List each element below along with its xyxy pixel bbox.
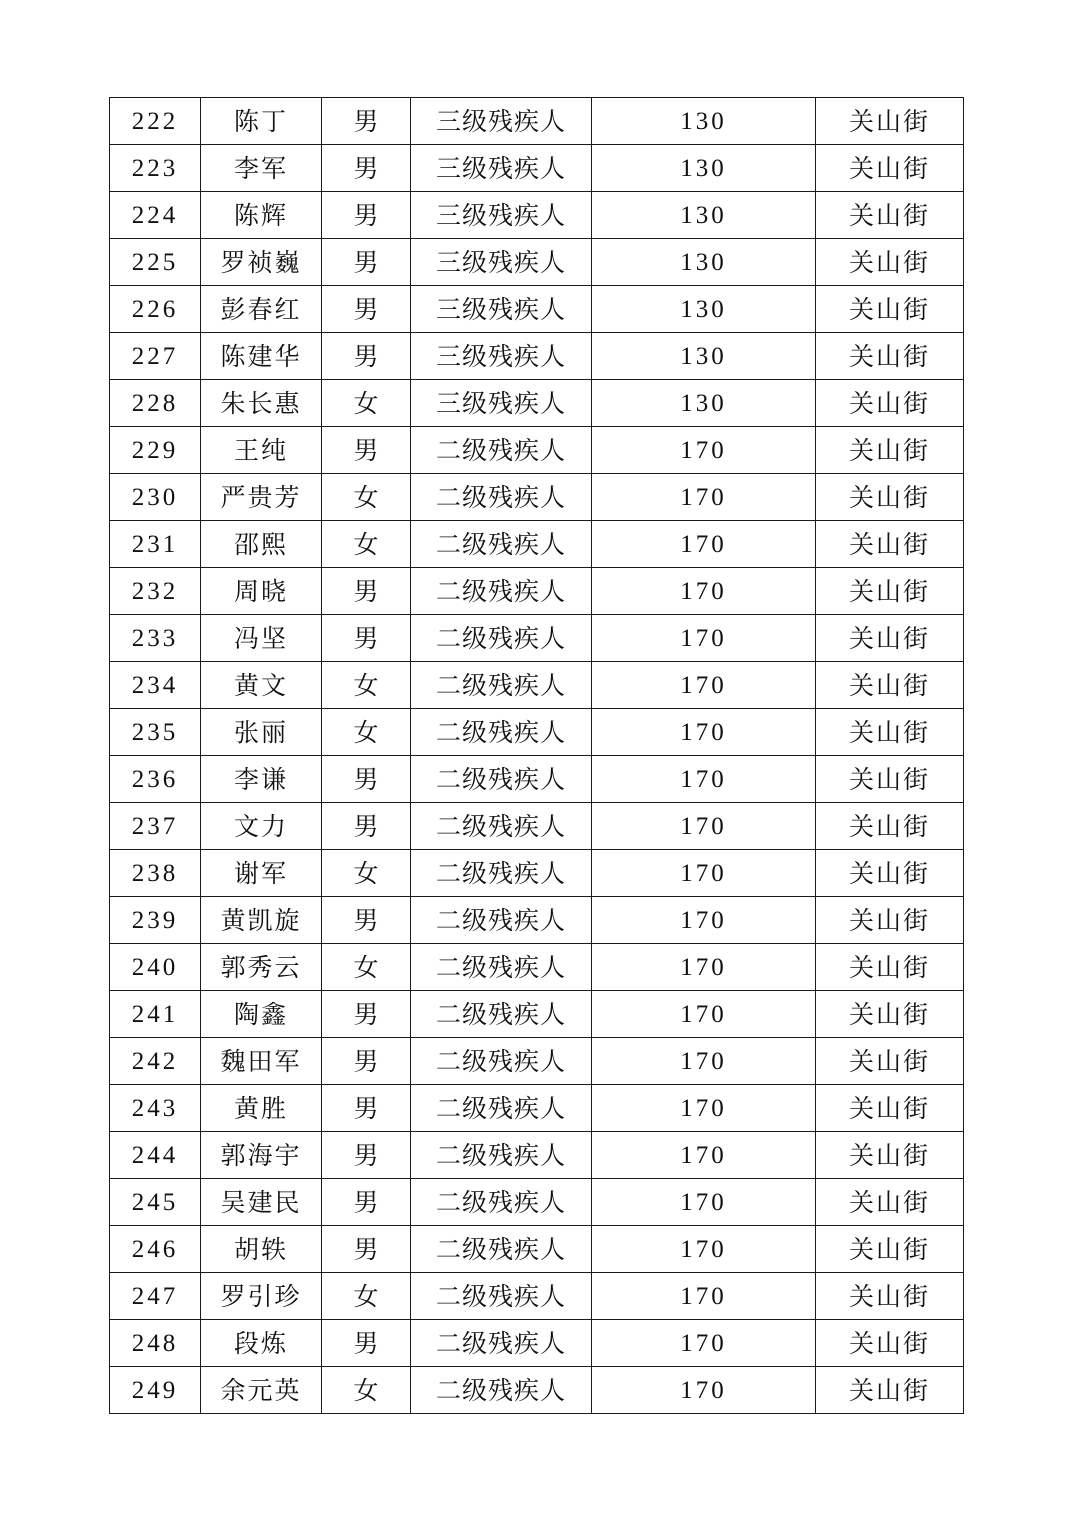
table-row xyxy=(110,239,964,286)
row-number-cell: 242 xyxy=(110,1038,201,1085)
amount-cell: 130 xyxy=(592,333,816,380)
amount-cell: 170 xyxy=(592,1132,816,1179)
disability-level-cell: 二级残疾人 xyxy=(411,803,592,850)
street-cell: 关山街 xyxy=(816,803,964,850)
table-row xyxy=(110,756,964,803)
gender-cell: 女 xyxy=(322,662,411,709)
gender-cell: 男 xyxy=(322,239,411,286)
street-cell: 关山街 xyxy=(816,897,964,944)
recipient-table xyxy=(109,97,964,1414)
row-number-cell: 233 xyxy=(110,615,201,662)
amount-cell: 130 xyxy=(592,286,816,333)
disability-level-cell: 二级残疾人 xyxy=(411,850,592,897)
street-cell: 关山街 xyxy=(816,944,964,991)
amount-cell: 170 xyxy=(592,897,816,944)
disability-level-cell: 三级残疾人 xyxy=(411,145,592,192)
name-cell: 严贵芳 xyxy=(201,474,322,521)
street-cell: 关山街 xyxy=(816,568,964,615)
name-cell: 谢军 xyxy=(201,850,322,897)
table-row xyxy=(110,521,964,568)
name-cell: 黄胜 xyxy=(201,1085,322,1132)
gender-cell: 男 xyxy=(322,98,411,145)
amount-cell: 130 xyxy=(592,239,816,286)
name-cell: 陈建华 xyxy=(201,333,322,380)
disability-level-cell: 二级残疾人 xyxy=(411,897,592,944)
amount-cell: 130 xyxy=(592,145,816,192)
name-cell: 冯坚 xyxy=(201,615,322,662)
amount-cell: 170 xyxy=(592,803,816,850)
row-number-cell: 224 xyxy=(110,192,201,239)
disability-level-cell: 三级残疾人 xyxy=(411,98,592,145)
row-number-cell: 236 xyxy=(110,756,201,803)
name-cell: 文力 xyxy=(201,803,322,850)
disability-level-cell: 二级残疾人 xyxy=(411,1038,592,1085)
gender-cell: 男 xyxy=(322,1038,411,1085)
disability-level-cell: 二级残疾人 xyxy=(411,1085,592,1132)
disability-level-cell: 二级残疾人 xyxy=(411,944,592,991)
row-number-cell: 226 xyxy=(110,286,201,333)
gender-cell: 男 xyxy=(322,756,411,803)
amount-cell: 170 xyxy=(592,1038,816,1085)
table-row xyxy=(110,662,964,709)
name-cell: 李谦 xyxy=(201,756,322,803)
street-cell: 关山街 xyxy=(816,1226,964,1273)
row-number-cell: 225 xyxy=(110,239,201,286)
amount-cell: 170 xyxy=(592,662,816,709)
disability-level-cell: 二级残疾人 xyxy=(411,1367,592,1414)
gender-cell: 男 xyxy=(322,145,411,192)
name-cell: 魏田军 xyxy=(201,1038,322,1085)
row-number-cell: 248 xyxy=(110,1320,201,1367)
disability-level-cell: 三级残疾人 xyxy=(411,333,592,380)
disability-level-cell: 三级残疾人 xyxy=(411,239,592,286)
gender-cell: 女 xyxy=(322,709,411,756)
amount-cell: 170 xyxy=(592,521,816,568)
table-row xyxy=(110,991,964,1038)
table-row xyxy=(110,615,964,662)
table-row xyxy=(110,380,964,427)
name-cell: 段炼 xyxy=(201,1320,322,1367)
disability-level-cell: 二级残疾人 xyxy=(411,662,592,709)
disability-level-cell: 二级残疾人 xyxy=(411,1320,592,1367)
row-number-cell: 247 xyxy=(110,1273,201,1320)
row-number-cell: 227 xyxy=(110,333,201,380)
disability-level-cell: 三级残疾人 xyxy=(411,192,592,239)
table-row xyxy=(110,1226,964,1273)
amount-cell: 170 xyxy=(592,709,816,756)
gender-cell: 女 xyxy=(322,521,411,568)
name-cell: 陶鑫 xyxy=(201,991,322,1038)
street-cell: 关山街 xyxy=(816,850,964,897)
table-row xyxy=(110,1367,964,1414)
disability-level-cell: 二级残疾人 xyxy=(411,756,592,803)
street-cell: 关山街 xyxy=(816,380,964,427)
street-cell: 关山街 xyxy=(816,1320,964,1367)
name-cell: 彭春红 xyxy=(201,286,322,333)
table-row xyxy=(110,192,964,239)
amount-cell: 170 xyxy=(592,568,816,615)
street-cell: 关山街 xyxy=(816,98,964,145)
amount-cell: 170 xyxy=(592,427,816,474)
row-number-cell: 223 xyxy=(110,145,201,192)
name-cell: 李军 xyxy=(201,145,322,192)
row-number-cell: 245 xyxy=(110,1179,201,1226)
row-number-cell: 237 xyxy=(110,803,201,850)
gender-cell: 男 xyxy=(322,333,411,380)
amount-cell: 130 xyxy=(592,98,816,145)
disability-level-cell: 二级残疾人 xyxy=(411,1226,592,1273)
gender-cell: 男 xyxy=(322,192,411,239)
street-cell: 关山街 xyxy=(816,145,964,192)
row-number-cell: 234 xyxy=(110,662,201,709)
amount-cell: 170 xyxy=(592,1320,816,1367)
table-row xyxy=(110,1038,964,1085)
street-cell: 关山街 xyxy=(816,474,964,521)
disability-level-cell: 三级残疾人 xyxy=(411,380,592,427)
amount-cell: 170 xyxy=(592,1085,816,1132)
gender-cell: 男 xyxy=(322,286,411,333)
street-cell: 关山街 xyxy=(816,1132,964,1179)
street-cell: 关山街 xyxy=(816,991,964,1038)
street-cell: 关山街 xyxy=(816,1273,964,1320)
disability-level-cell: 二级残疾人 xyxy=(411,427,592,474)
name-cell: 罗引珍 xyxy=(201,1273,322,1320)
gender-cell: 女 xyxy=(322,944,411,991)
table-body xyxy=(110,98,964,1414)
amount-cell: 170 xyxy=(592,615,816,662)
name-cell: 余元英 xyxy=(201,1367,322,1414)
name-cell: 陈辉 xyxy=(201,192,322,239)
table-row xyxy=(110,145,964,192)
name-cell: 朱长惠 xyxy=(201,380,322,427)
table-row xyxy=(110,568,964,615)
disability-level-cell: 二级残疾人 xyxy=(411,521,592,568)
street-cell: 关山街 xyxy=(816,756,964,803)
gender-cell: 女 xyxy=(322,380,411,427)
gender-cell: 女 xyxy=(322,474,411,521)
table-row xyxy=(110,1132,964,1179)
gender-cell: 女 xyxy=(322,850,411,897)
name-cell: 王纯 xyxy=(201,427,322,474)
table-row xyxy=(110,1179,964,1226)
gender-cell: 女 xyxy=(322,1367,411,1414)
name-cell: 陈丁 xyxy=(201,98,322,145)
table-row xyxy=(110,1320,964,1367)
amount-cell: 170 xyxy=(592,1273,816,1320)
street-cell: 关山街 xyxy=(816,615,964,662)
street-cell: 关山街 xyxy=(816,333,964,380)
row-number-cell: 235 xyxy=(110,709,201,756)
amount-cell: 170 xyxy=(592,756,816,803)
table-row xyxy=(110,474,964,521)
amount-cell: 170 xyxy=(592,1179,816,1226)
disability-level-cell: 二级残疾人 xyxy=(411,568,592,615)
row-number-cell: 249 xyxy=(110,1367,201,1414)
gender-cell: 男 xyxy=(322,615,411,662)
name-cell: 郭秀云 xyxy=(201,944,322,991)
disability-level-cell: 二级残疾人 xyxy=(411,1132,592,1179)
table-row xyxy=(110,850,964,897)
table-row xyxy=(110,427,964,474)
gender-cell: 男 xyxy=(322,1179,411,1226)
table-row xyxy=(110,1273,964,1320)
gender-cell: 男 xyxy=(322,1132,411,1179)
amount-cell: 170 xyxy=(592,1226,816,1273)
gender-cell: 男 xyxy=(322,1320,411,1367)
table-row xyxy=(110,98,964,145)
disability-level-cell: 二级残疾人 xyxy=(411,615,592,662)
row-number-cell: 232 xyxy=(110,568,201,615)
disability-level-cell: 三级残疾人 xyxy=(411,286,592,333)
name-cell: 黄文 xyxy=(201,662,322,709)
gender-cell: 男 xyxy=(322,568,411,615)
gender-cell: 女 xyxy=(322,1273,411,1320)
name-cell: 罗祯巍 xyxy=(201,239,322,286)
street-cell: 关山街 xyxy=(816,662,964,709)
amount-cell: 170 xyxy=(592,991,816,1038)
row-number-cell: 222 xyxy=(110,98,201,145)
amount-cell: 130 xyxy=(592,380,816,427)
disability-level-cell: 二级残疾人 xyxy=(411,1273,592,1320)
gender-cell: 男 xyxy=(322,897,411,944)
street-cell: 关山街 xyxy=(816,1085,964,1132)
disability-level-cell: 二级残疾人 xyxy=(411,991,592,1038)
disability-level-cell: 二级残疾人 xyxy=(411,709,592,756)
disability-level-cell: 二级残疾人 xyxy=(411,1179,592,1226)
street-cell: 关山街 xyxy=(816,1367,964,1414)
gender-cell: 男 xyxy=(322,1226,411,1273)
gender-cell: 男 xyxy=(322,1085,411,1132)
street-cell: 关山街 xyxy=(816,521,964,568)
disability-level-cell: 二级残疾人 xyxy=(411,474,592,521)
name-cell: 黄凯旋 xyxy=(201,897,322,944)
amount-cell: 170 xyxy=(592,850,816,897)
amount-cell: 130 xyxy=(592,192,816,239)
amount-cell: 170 xyxy=(592,1367,816,1414)
row-number-cell: 244 xyxy=(110,1132,201,1179)
row-number-cell: 238 xyxy=(110,850,201,897)
street-cell: 关山街 xyxy=(816,286,964,333)
amount-cell: 170 xyxy=(592,944,816,991)
gender-cell: 男 xyxy=(322,427,411,474)
row-number-cell: 241 xyxy=(110,991,201,1038)
table-row xyxy=(110,803,964,850)
street-cell: 关山街 xyxy=(816,1038,964,1085)
table-row xyxy=(110,897,964,944)
row-number-cell: 240 xyxy=(110,944,201,991)
street-cell: 关山街 xyxy=(816,239,964,286)
table-row xyxy=(110,286,964,333)
row-number-cell: 243 xyxy=(110,1085,201,1132)
name-cell: 周晓 xyxy=(201,568,322,615)
street-cell: 关山街 xyxy=(816,709,964,756)
row-number-cell: 239 xyxy=(110,897,201,944)
row-number-cell: 228 xyxy=(110,380,201,427)
street-cell: 关山街 xyxy=(816,427,964,474)
table-row xyxy=(110,944,964,991)
row-number-cell: 246 xyxy=(110,1226,201,1273)
name-cell: 邵熙 xyxy=(201,521,322,568)
name-cell: 张丽 xyxy=(201,709,322,756)
name-cell: 郭海宇 xyxy=(201,1132,322,1179)
table-row xyxy=(110,333,964,380)
table-row xyxy=(110,1085,964,1132)
row-number-cell: 231 xyxy=(110,521,201,568)
gender-cell: 男 xyxy=(322,803,411,850)
name-cell: 胡轶 xyxy=(201,1226,322,1273)
table-row xyxy=(110,709,964,756)
row-number-cell: 229 xyxy=(110,427,201,474)
row-number-cell: 230 xyxy=(110,474,201,521)
gender-cell: 男 xyxy=(322,991,411,1038)
amount-cell: 170 xyxy=(592,474,816,521)
street-cell: 关山街 xyxy=(816,1179,964,1226)
street-cell: 关山街 xyxy=(816,192,964,239)
name-cell: 吴建民 xyxy=(201,1179,322,1226)
